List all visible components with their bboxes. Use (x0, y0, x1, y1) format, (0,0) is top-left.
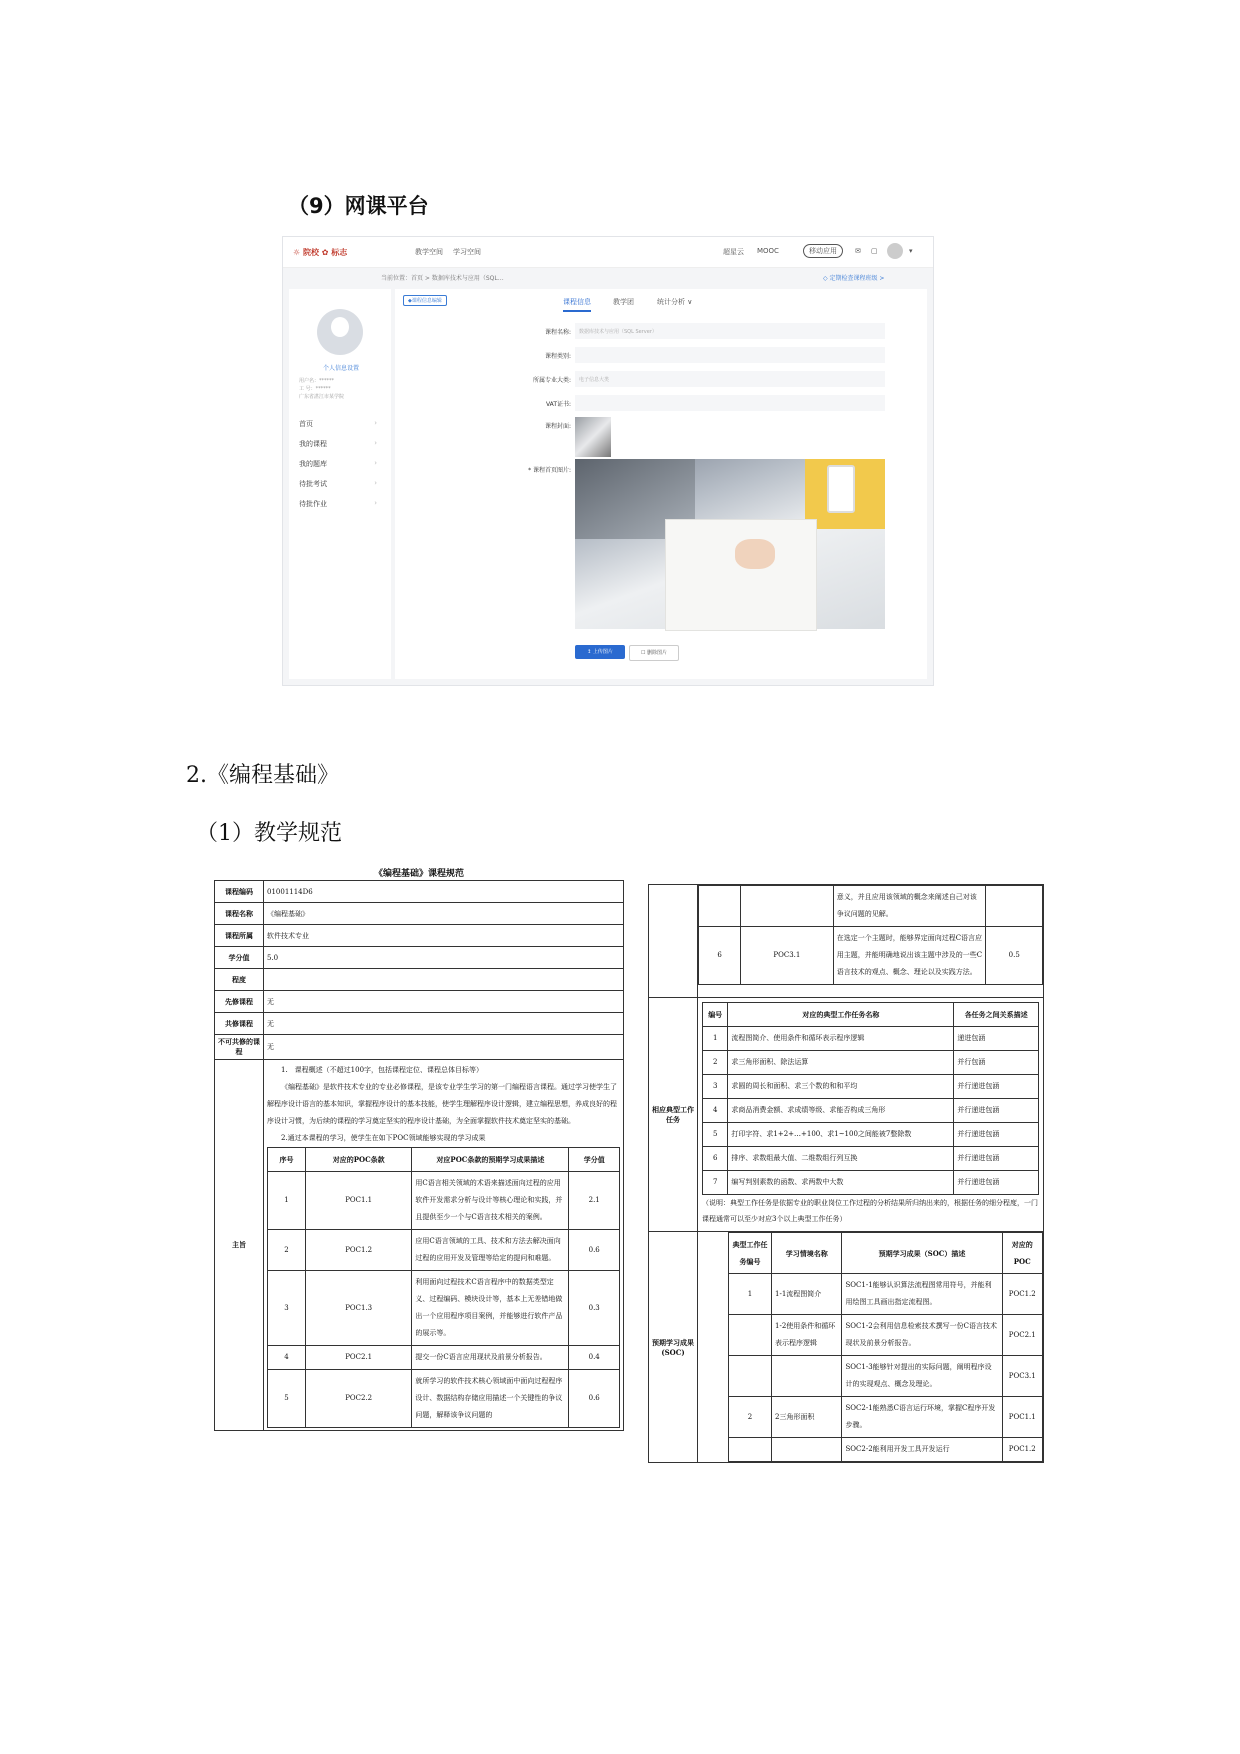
task-row (649, 998, 1044, 1232)
spec-table-right (648, 884, 1044, 1463)
soc-cell: SOC1-3能够针对提出的实际问题，阐明程序设计的实现观点、概念及理论。 (842, 1356, 1002, 1397)
soc-cell: SOC2-1能熟悉C语言运行环境，掌握C程序开发步骤。 (842, 1397, 1002, 1438)
poc-table (267, 1147, 620, 1428)
soc-header-cell: 预期学习成果（SOC）描述 (842, 1233, 1002, 1274)
vat-input[interactable] (575, 395, 885, 411)
soc-header-cell: 典型工作任务编号 (729, 1233, 772, 1274)
soc-cell (729, 1356, 772, 1397)
table-row (703, 1147, 1039, 1171)
task-cell: 4 (703, 1099, 728, 1123)
soc-body (729, 1274, 1043, 1462)
spec-row (215, 903, 624, 925)
table-row (729, 1274, 1043, 1315)
soc-cell: POC1.1 (1002, 1397, 1042, 1438)
poc-cell: POC2.1 (305, 1346, 411, 1370)
profile-info-2: 工 号：****** (299, 386, 331, 392)
soc-table (728, 1232, 1043, 1462)
field-label-banner: * 课程首页图片: (528, 467, 571, 474)
table-row (729, 1356, 1043, 1397)
table-row (729, 1438, 1043, 1462)
task-header-cell: 各任务之间关系描述 (954, 1003, 1039, 1027)
task-body (703, 1027, 1039, 1195)
soc-cell: POC1.2 (1002, 1438, 1042, 1462)
platform-screenshot (282, 236, 934, 686)
spec-row-label: 课程编码 (215, 881, 264, 903)
soc-cell: POC2.1 (1002, 1315, 1042, 1356)
task-cell: 排序、求数组最大值、二维数组行列互换 (728, 1147, 954, 1171)
delete-image-button[interactable]: ☐ 删除图片 (629, 645, 679, 661)
field-label-major: 所属专业大类: (532, 377, 571, 384)
poc-cell: 0.6 (569, 1230, 620, 1271)
major-value: 电子信息大类 (579, 377, 610, 383)
field-label-vat: VAT证书: (545, 401, 571, 408)
profile-name-link[interactable]: 个人信息设置 (322, 365, 359, 372)
sidebar-item-label: 首页 (299, 420, 313, 428)
right-top-row (649, 885, 1044, 998)
poc-cell: 2 (268, 1230, 306, 1271)
spec-row (215, 881, 624, 903)
profile-avatar (317, 309, 363, 355)
table-row (268, 1172, 620, 1230)
soc-header-cell: 对应的POC (1002, 1233, 1042, 1274)
soc-cell (772, 1356, 842, 1397)
poc-desc-6: 在选定一个主题时，能够界定面向过程C语言应用主题，并能明确地说出该主题中涉及的一些C语言技术的观点、概念、理论以及实践方法。 (833, 927, 986, 985)
soc-cell: SOC1-1能够认识算法流程图常用符号，并能利用绘图工具画出指定流程图。 (842, 1274, 1002, 1315)
spec-row (215, 1013, 624, 1035)
spec-row-label: 课程名称 (215, 903, 264, 925)
poc-continued-text: 意义，并且应用该领域的概念来阐述自己对该争议问题的见解。 (833, 886, 986, 927)
course-heading: 2.《编程基础》 (186, 763, 339, 788)
poc-continued-row (699, 886, 1043, 927)
chevron-right-icon: › (374, 479, 377, 487)
poc-no-6: 6 (699, 927, 741, 985)
poc-cell: 利用面向过程技术C语言程序中的数据类型定义、过程编码、模块设计等，基本上无差错地做出一个应用程序项目案例，并能够进行软件产品的展示等。 (412, 1271, 569, 1346)
poc-header-row (268, 1148, 620, 1172)
poc-cell: 1 (268, 1172, 306, 1230)
task-cell: 2 (703, 1051, 728, 1075)
cell-empty (699, 886, 741, 927)
poc-cell: 0.4 (569, 1346, 620, 1370)
breadcrumb-text[interactable]: 当前位置：首页 > 数据库技术与应用（SQL… (381, 275, 504, 282)
table-row (703, 1027, 1039, 1051)
main-content (264, 1060, 624, 1431)
poc-cell: POC1.1 (305, 1172, 411, 1230)
nav-teaching-space[interactable]: 教学空间 (415, 248, 443, 256)
tab-course-info[interactable]: 课程信息 (563, 297, 591, 312)
spec-row-value: 软件技术专业 (264, 925, 624, 947)
course-name-input[interactable] (575, 323, 885, 339)
task-content (698, 998, 1044, 1232)
table-row (268, 1346, 620, 1370)
spec-row-label: 课程所属 (215, 925, 264, 947)
task-note: （说明：典型工作任务是依据专业的职业岗位工作过程的分析结果所归纳出来的，根据任务的细分程度，一门课程通常可以至少对应3个以上典型工作任务） (702, 1199, 1038, 1223)
spec-title: 《编程基础》课程规范 (373, 869, 464, 879)
soc-cell: POC1.2 (1002, 1274, 1042, 1315)
task-cell: 6 (703, 1147, 728, 1171)
spec-row-value: 无 (264, 1035, 624, 1060)
table-row (268, 1230, 620, 1271)
window-icon[interactable]: ▢ (871, 247, 878, 255)
table-row (268, 1370, 620, 1428)
subsection-heading: （1）教学规范 (196, 821, 342, 846)
spec-row-label: 不可共修的课程 (215, 1035, 264, 1060)
sidebar-item-courses[interactable] (299, 439, 381, 449)
soc-cell: POC3.1 (1002, 1356, 1042, 1397)
spec-basic-rows (215, 881, 624, 1060)
sidebar-item-label: 我的题库 (299, 460, 327, 468)
right-top-label (649, 885, 698, 998)
table-row (703, 1123, 1039, 1147)
soc-row (649, 1232, 1044, 1463)
spec-main-row (215, 1060, 624, 1431)
poc-cell: POC1.2 (305, 1230, 411, 1271)
poc-clause-6: POC3.1 (741, 927, 834, 985)
task-cell: 求圆的周长和面积、求三个数的和和平均 (728, 1075, 954, 1099)
task-cell: 编写判别素数的函数、求两数中大数 (728, 1171, 954, 1195)
poc-header-cell: 对应的POC条款 (305, 1148, 411, 1172)
spec-row-value: 5.0 (264, 947, 624, 969)
soc-cell: SOC1-2会利用信息检索技术撰写一份C语言技术现状及前景分析报告。 (842, 1315, 1002, 1356)
sidebar-item-home[interactable] (299, 419, 381, 429)
table-row (729, 1397, 1043, 1438)
task-cell: 并行递进包涵 (954, 1147, 1039, 1171)
task-header-cell: 对应的典型工作任务名称 (728, 1003, 954, 1027)
field-label-course-category: 课程类别: (544, 353, 571, 360)
profile-info-1: 用户名：****** (299, 378, 335, 384)
sidebar-item-label: 我的课程 (299, 440, 327, 448)
soc-cell: 1-1流程图简介 (772, 1274, 842, 1315)
soc-cell: 2三角形面积 (772, 1397, 842, 1438)
poc-body (268, 1172, 620, 1428)
course-name-value: 数据库技术与应用（SQL Server） (579, 329, 657, 335)
task-cell: 5 (703, 1123, 728, 1147)
spec-row (215, 991, 624, 1013)
poc-heading: 2.通过本课程的学习，使学生在如下POC领域能够实现的学习成果 (281, 1134, 486, 1142)
spec-row-label: 程度 (215, 969, 264, 991)
overview-heading: 1. 课程概述（不超过100字，包括课程定位、课程总体目标等） (281, 1066, 484, 1074)
poc-credit-6: 0.5 (986, 927, 1043, 985)
main-label: 主旨 (215, 1060, 264, 1431)
school-logo: ☼ 院校 ✿ 标志 (293, 248, 348, 257)
poc-cell: POC2.2 (305, 1370, 411, 1428)
table-row (703, 1099, 1039, 1123)
task-cell: 递进包涵 (954, 1027, 1039, 1051)
cell-empty (986, 886, 1043, 927)
task-label: 相应典型工作任务 (649, 998, 698, 1232)
upload-image-button[interactable]: ↥ 上传图片 (575, 645, 625, 659)
poc-cell: 3 (268, 1271, 306, 1346)
section-heading-platform: （9）网课平台 (288, 194, 429, 218)
sidebar (289, 289, 391, 679)
cover-thumbnail[interactable] (575, 417, 611, 457)
spec-row (215, 969, 624, 991)
chevron-down-icon[interactable]: ▾ (909, 247, 913, 255)
nav-learning-space[interactable]: 学习空间 (453, 248, 481, 256)
poc-cell: 用C语言相关领域的术语来描述面向过程的应用软件开发需求分析与设计等核心理论和实践，并且提供至少一个与C语言技术相关的案例。 (412, 1172, 569, 1230)
spec-row-label: 先修课程 (215, 991, 264, 1013)
nav-mooc[interactable]: MOOC (757, 247, 779, 255)
soc-content (698, 1232, 1044, 1463)
platform-topbar (283, 237, 933, 268)
poc-row-6 (699, 927, 1043, 985)
task-cell: 并行包涵 (954, 1051, 1039, 1075)
task-cell: 并行递进包涵 (954, 1123, 1039, 1147)
course-edit-panel (395, 289, 927, 679)
poc-cell: 就所学习的软件技术核心领域面中面向过程程序设计、数据结构存储应用描述一个关键性的争议问题，解释该争议问题的 (412, 1370, 569, 1428)
task-cell: 1 (703, 1027, 728, 1051)
spec-row (215, 1035, 624, 1060)
spec-row-label: 共修课程 (215, 1013, 264, 1035)
user-avatar-icon[interactable] (887, 243, 903, 259)
poc-cell: 0.6 (569, 1370, 620, 1428)
soc-header-row (729, 1233, 1043, 1274)
spec-table-left (214, 880, 624, 1431)
breadcrumb-right-link[interactable]: ◇ 定期检查课程班级 > (823, 275, 885, 282)
task-cell: 求商品消费金额、求成绩等级、求能否构成三角形 (728, 1099, 954, 1123)
overview-text: 《编程基础》是软件技术专业的专业必修课程，是该专业学生学习的第一门编程语言课程。通过学习使学生了解程序设计语言的基本知识，掌握程序设计的基本技能，使学生理解程序设计逻辑，建立编程思想，养成良好的程序设计习惯，为后续的课程的学习奠定坚实的程序设计基础，为全面掌握软件技术奠定坚实的基础。 (267, 1083, 617, 1125)
spacer (698, 985, 1043, 997)
chevron-right-icon: › (374, 419, 377, 427)
soc-label: 预期学习成果(SOC) (649, 1232, 698, 1463)
sidebar-item-exams[interactable] (299, 479, 381, 489)
field-label-course-name: 课程名称: (544, 329, 571, 336)
task-cell: 流程图简介、使用条件和循环表示程序逻辑 (728, 1027, 954, 1051)
profile-info-3: 广东省湛江市某学院 (299, 394, 345, 400)
poc-cell: 5 (268, 1370, 306, 1428)
sidebar-item-label: 待批作业 (299, 500, 327, 508)
task-header-row (703, 1003, 1039, 1027)
paper-graphic (665, 519, 817, 631)
poc-cell: 0.3 (569, 1271, 620, 1346)
mobile-app-button[interactable]: 移动应用 (803, 244, 843, 258)
hand-graphic (735, 539, 775, 569)
soc-cell: 2 (729, 1397, 772, 1438)
task-cell: 并行递进包涵 (954, 1171, 1039, 1195)
mail-icon[interactable]: ✉ (855, 247, 861, 255)
table-row (703, 1075, 1039, 1099)
table-row (703, 1171, 1039, 1195)
poc-header-cell: 学分值 (569, 1148, 620, 1172)
task-table (702, 1002, 1039, 1195)
poc-cell: POC1.3 (305, 1271, 411, 1346)
table-row (268, 1271, 620, 1346)
task-cell: 并行递进包涵 (954, 1075, 1039, 1099)
chevron-right-icon: › (374, 439, 377, 447)
table-row (729, 1315, 1043, 1356)
spec-row-value (264, 969, 624, 991)
sidebar-item-label: 待批考试 (299, 480, 327, 488)
soc-cell: 1 (729, 1274, 772, 1315)
soc-header-cell: 学习情境名称 (772, 1233, 842, 1274)
poc-cell: 2.1 (569, 1172, 620, 1230)
task-cell: 7 (703, 1171, 728, 1195)
task-cell: 并行递进包涵 (954, 1099, 1039, 1123)
poc-header-cell: 序号 (268, 1148, 306, 1172)
right-top-content (698, 885, 1044, 998)
task-cell: 3 (703, 1075, 728, 1099)
major-input[interactable] (575, 371, 885, 387)
poc-header-cell: 对应POC条款的预期学习成果描述 (412, 1148, 569, 1172)
sidebar-item-question-bank[interactable] (299, 459, 381, 469)
spec-row-value: 01001114D6 (264, 881, 624, 903)
task-cell: 求三角形面积、除法运算 (728, 1051, 954, 1075)
poc-cell: 应用C语言领域的工具、技术和方法去解决面向过程的应用开发及管理等给定的提问和难题。 (412, 1230, 569, 1271)
spec-row (215, 925, 624, 947)
tab-stats[interactable]: 统计分析 ∨ (657, 298, 693, 306)
task-cell: 打印字符、求1+2+…+100、求1~100之间能被7整除数 (728, 1123, 954, 1147)
breadcrumb (283, 269, 933, 285)
spec-row-label: 学分值 (215, 947, 264, 969)
spec-row-value: 无 (264, 1013, 624, 1035)
soc-cell (729, 1438, 772, 1462)
sidebar-item-homework[interactable] (299, 499, 381, 509)
course-info-edit-tag[interactable]: ◆课程信息编辑 (403, 295, 447, 306)
field-label-cover: 课程封面: (544, 423, 571, 430)
soc-cell (729, 1315, 772, 1356)
banner-image (575, 459, 885, 629)
phone-graphic (827, 465, 855, 513)
spec-row (215, 947, 624, 969)
tab-team[interactable]: 教学团 (613, 298, 634, 306)
poc-cell: 4 (268, 1346, 306, 1370)
soc-cell (772, 1438, 842, 1462)
spec-row-value: 无 (264, 991, 624, 1013)
soc-cell: SOC2-2能利用开发工具开发运行 (842, 1438, 1002, 1462)
spec-row-value: 《编程基础》 (264, 903, 624, 925)
poc-cell: 提交一份C语言应用现状及前景分析报告。 (412, 1346, 569, 1370)
soc-cell: 1-2使用条件和循环表示程序逻辑 (772, 1315, 842, 1356)
table-row (703, 1051, 1039, 1075)
chevron-right-icon: › (374, 499, 377, 507)
nav-cloud[interactable]: 超星云 (723, 248, 744, 256)
poc-continued-table (698, 885, 1043, 985)
task-header-cell: 编号 (703, 1003, 728, 1027)
course-category-input[interactable] (575, 347, 885, 363)
cell-empty (741, 886, 834, 927)
chevron-right-icon: › (374, 459, 377, 467)
